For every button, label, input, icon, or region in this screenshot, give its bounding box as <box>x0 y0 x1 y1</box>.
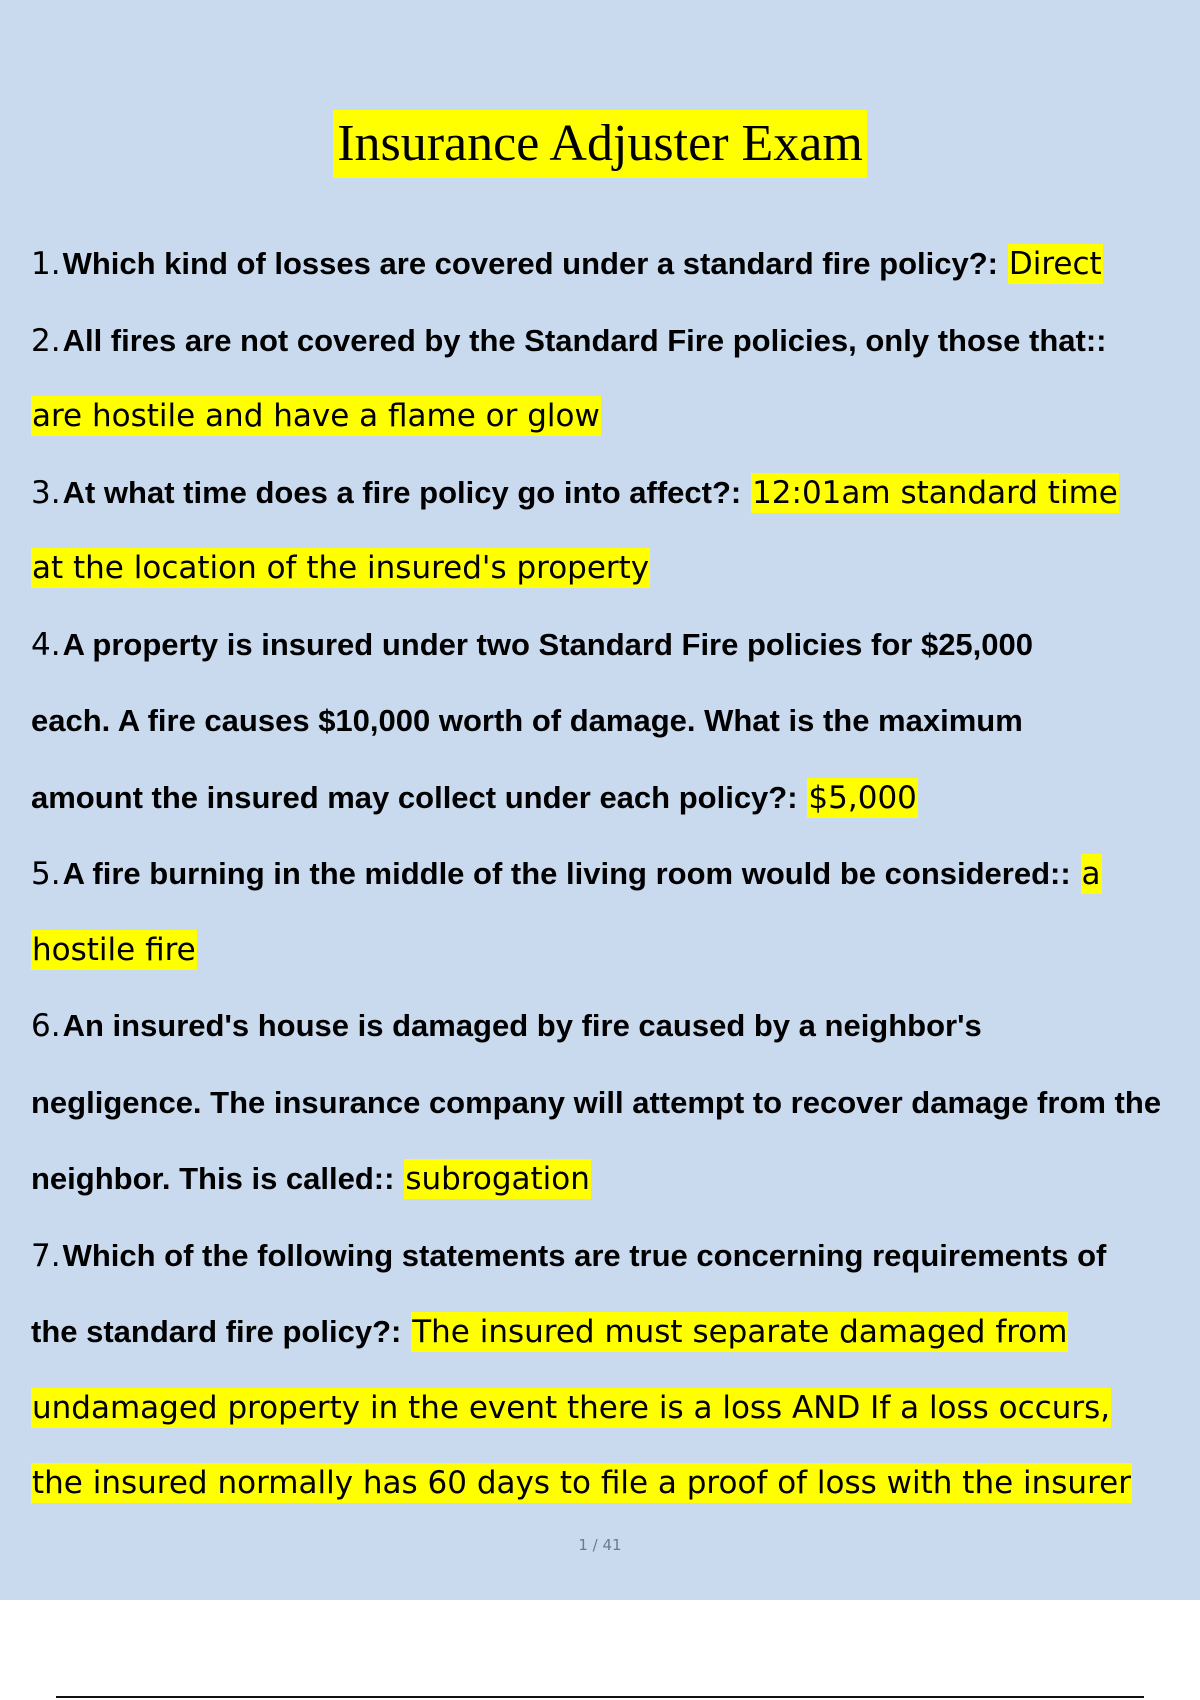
qa-line <box>31 455 1200 532</box>
bottom-divider <box>56 1696 1144 1698</box>
question-text: the standard fire policy?: <box>31 1314 402 1349</box>
qa-line <box>31 1371 1200 1447</box>
question-text: negligence. The insurance company will attempt to recover damage from the <box>31 1084 1162 1120</box>
qa-line <box>31 988 1200 1065</box>
qa-line <box>31 913 1200 989</box>
answer-highlight: are hostile and have a flame or glow <box>32 398 600 434</box>
answer-highlight: The insured must separate damaged from <box>412 1314 1068 1350</box>
question-list <box>31 226 1200 1522</box>
page-title: Insurance Adjuster Exam <box>333 110 867 178</box>
question-number: 7. <box>31 1237 61 1274</box>
qa-line <box>31 303 1200 380</box>
qa-line <box>31 760 1200 837</box>
question-number: 6. <box>31 1008 61 1044</box>
qa-line <box>31 531 1200 607</box>
qa-line <box>31 379 1200 455</box>
question-text: each. A fire causes $10,000 worth of damage. What is the maximum <box>31 703 1023 738</box>
qa-line <box>31 226 1200 303</box>
question-text: amount the insured may collect under each policy?: <box>31 779 798 815</box>
question-number: 1. <box>31 246 61 282</box>
answer-highlight: hostile fire <box>32 931 196 968</box>
qa-line <box>31 836 1200 913</box>
answer-highlight: 12:01am standard time <box>752 474 1118 511</box>
answer-highlight: at the location of the insured's property <box>32 550 650 586</box>
qa-line <box>31 1446 1200 1522</box>
question-number: 2. <box>31 322 61 359</box>
question-text: All fires are not covered by the Standard Fire policies, only those that:: <box>62 322 1107 358</box>
qa-line <box>31 683 1200 760</box>
qa-line <box>31 607 1200 684</box>
qa-line <box>31 1065 1200 1142</box>
question-number: 4. <box>31 626 61 663</box>
page-indicator: 1 / 41 <box>578 1536 622 1554</box>
question-text: Which kind of losses are covered under a standard fire policy?: <box>62 246 998 281</box>
question-text: An insured's house is damaged by fire caused by a neighbor's <box>62 1008 982 1043</box>
question-text: A fire burning in the middle of the living room would be considered:: <box>62 856 1071 891</box>
question-text: A property is insured under two Standard Fire policies for $25,000 <box>62 626 1034 662</box>
answer-highlight: subrogation <box>405 1161 590 1197</box>
answer-highlight: Direct <box>1008 246 1102 282</box>
answer-highlight: a <box>1081 856 1101 892</box>
question-number: 5. <box>31 856 61 892</box>
title-container <box>0 110 1200 178</box>
qa-line <box>31 1218 1200 1295</box>
question-text: At what time does a fire policy go into affect?: <box>62 474 742 510</box>
question-number: 3. <box>31 474 61 511</box>
answer-highlight: undamaged property in the event there is a loss AND If a loss occurs, <box>32 1389 1111 1426</box>
question-text: Which of the following statements are true concerning requirements of <box>62 1237 1107 1273</box>
qa-line <box>31 1294 1200 1371</box>
answer-highlight: $5,000 <box>808 779 917 816</box>
answer-highlight: the insured normally has 60 days to file a proof of loss with the insurer <box>32 1465 1131 1501</box>
question-text: neighbor. This is called:: <box>31 1161 395 1196</box>
qa-line <box>31 1141 1200 1218</box>
